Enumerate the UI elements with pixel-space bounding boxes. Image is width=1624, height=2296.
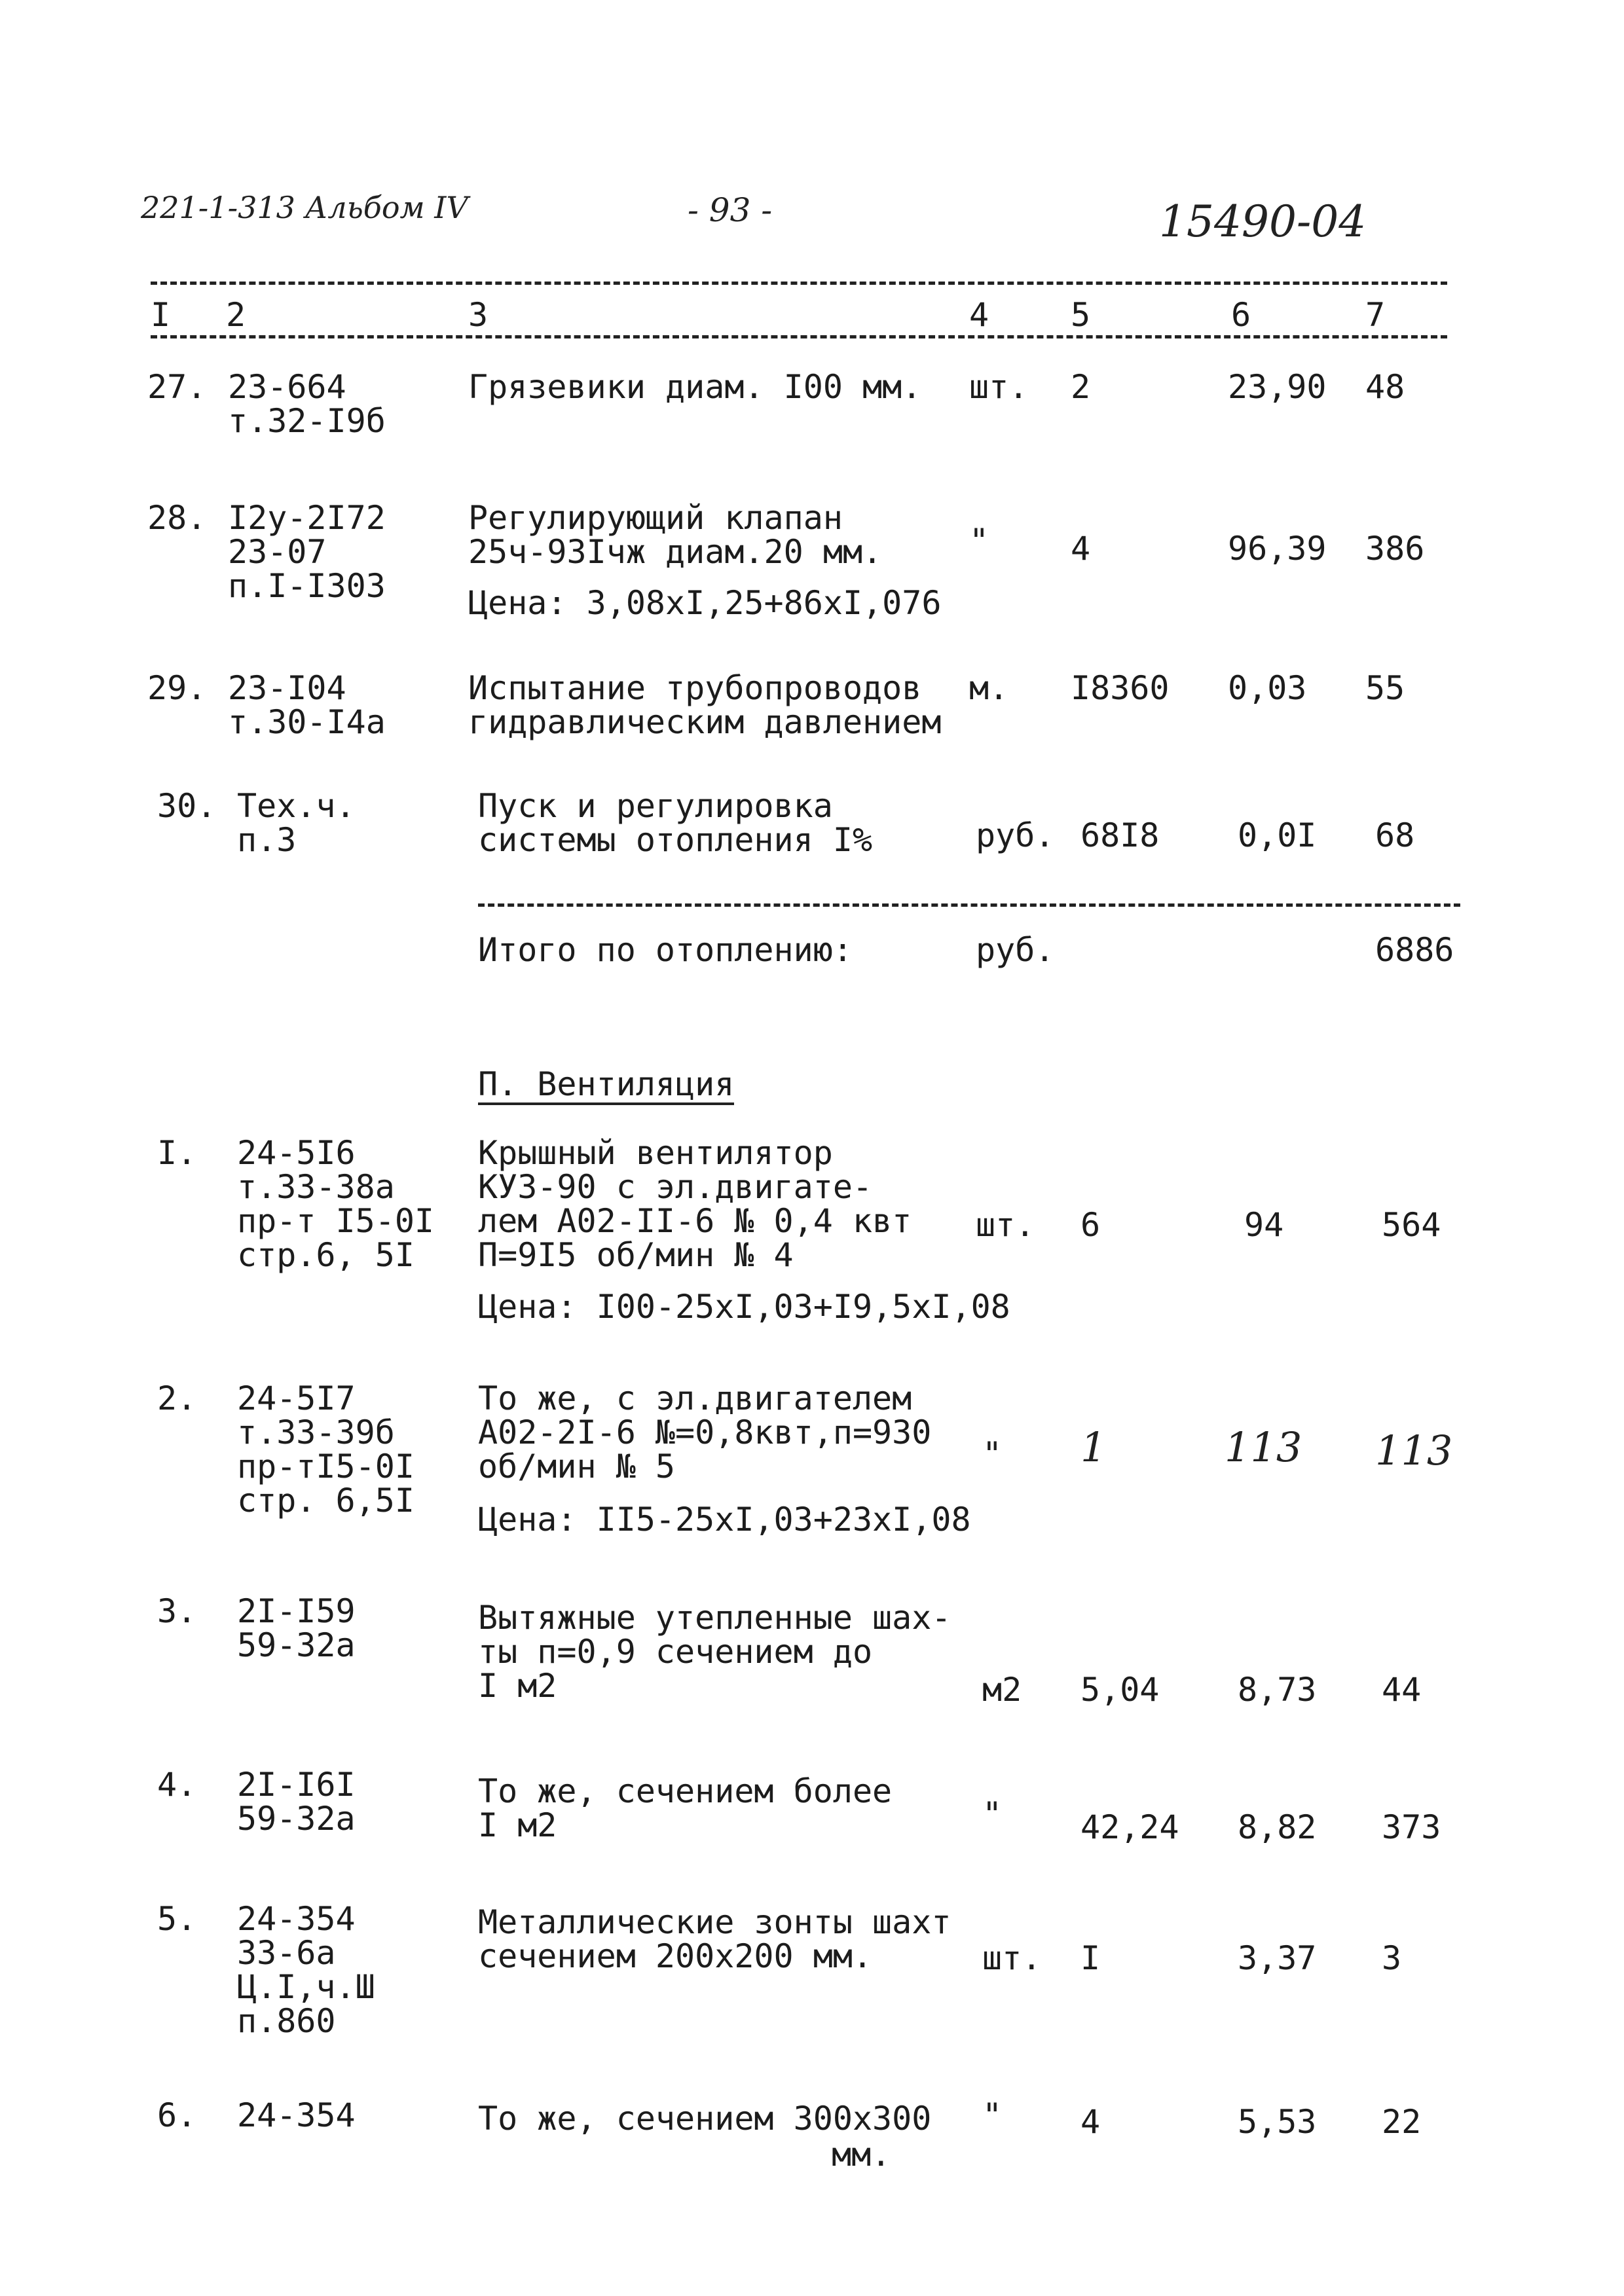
column-header-5: 5 bbox=[1071, 296, 1091, 334]
column-header-6: 6 bbox=[1231, 296, 1251, 334]
row-number: 2. bbox=[157, 1379, 197, 1417]
row-unit-price: 96,39 bbox=[1228, 530, 1327, 568]
album-reference: 221-1-313 Альбом IV bbox=[141, 190, 468, 225]
row-quantity: 1 bbox=[1080, 1423, 1107, 1471]
row-total: 22 bbox=[1382, 2103, 1422, 2141]
row-price-note: Цена: II5-25хI,03+23хI,08 bbox=[478, 1501, 971, 1539]
total-label: Итого по отоплению: bbox=[478, 931, 853, 969]
row-unit-price: 0,0I bbox=[1238, 816, 1317, 854]
row-quantity: 4 bbox=[1071, 530, 1091, 568]
row-description: Металлические зонты шахт сечением 200х200 мм. bbox=[478, 1903, 951, 1975]
row-quantity: 6 bbox=[1080, 1206, 1101, 1244]
row-unit: " bbox=[982, 1795, 1003, 1833]
row-quantity: I bbox=[1080, 1939, 1101, 1977]
row-number: 4. bbox=[157, 1766, 197, 1804]
row-description: То же, сечением более I м2 bbox=[478, 1772, 893, 1844]
row-unit: м2 bbox=[982, 1671, 1022, 1709]
section-title: П. Вентиляция bbox=[478, 1067, 734, 1105]
row-quantity: 4 bbox=[1080, 2103, 1101, 2141]
row-unit: шт. bbox=[969, 368, 1029, 406]
column-header-7: 7 bbox=[1365, 296, 1386, 334]
row-description: Вытяжные утепленные шах- ты п=0,9 сечением до I м2 bbox=[478, 1599, 951, 1705]
row-code: 2I-I59 59-32а bbox=[237, 1592, 356, 1664]
row-unit-price: 8,73 bbox=[1238, 1671, 1317, 1709]
row-total: 48 bbox=[1365, 368, 1405, 406]
row-number: 3. bbox=[157, 1592, 197, 1630]
row-total: 68 bbox=[1375, 816, 1415, 854]
row-number: 5. bbox=[157, 1900, 197, 1938]
row-quantity: 68I8 bbox=[1080, 816, 1160, 854]
row-description: Грязевики диам. I00 мм. bbox=[468, 368, 922, 406]
row-description: Крышный вентилятор КУЗ-90 с эл.двигате- лем А02-II-6 № 0,4 квт П=9I5 об/мин № 4 bbox=[478, 1134, 912, 1274]
row-quantity: 2 bbox=[1071, 368, 1091, 406]
row-price-note: Цена: 3,08хI,25+86хI,076 bbox=[468, 584, 942, 622]
row-description: Регулирующий клапан 25ч-93Iчж диам.20 мм. bbox=[468, 499, 883, 571]
column-header-2: 2 bbox=[226, 296, 246, 334]
total-value: 6886 bbox=[1375, 931, 1454, 969]
row-total: 564 bbox=[1382, 1206, 1441, 1244]
row-unit: шт. bbox=[976, 1206, 1035, 1244]
column-header-4: 4 bbox=[969, 296, 989, 334]
row-code: 24-5I7 т.33-39б пр-тI5-0I стр. 6,5I bbox=[237, 1379, 415, 1520]
header-bottom-rule bbox=[151, 335, 1447, 338]
document-code: 15490-04 bbox=[1159, 196, 1367, 247]
page-number: - 93 - bbox=[688, 191, 773, 229]
row-unit-price: 23,90 bbox=[1228, 368, 1327, 406]
row-code: I2у-2I72 23-07 п.I-I303 bbox=[228, 499, 386, 605]
row-description: То же, сечением 300х300 bbox=[478, 2100, 932, 2138]
row-quantity: 42,24 bbox=[1080, 1808, 1179, 1846]
row-unit: м. bbox=[969, 669, 1009, 707]
row-number: 27. bbox=[147, 368, 207, 406]
row-unit-price: 5,53 bbox=[1238, 2103, 1317, 2141]
row-price-note: Цена: I00-25хI,03+I9,5хI,08 bbox=[478, 1288, 1010, 1326]
row-description-cont: мм. bbox=[832, 2136, 891, 2174]
row-total: 373 bbox=[1382, 1808, 1441, 1846]
row-number: 28. bbox=[147, 499, 207, 537]
row-total: 113 bbox=[1375, 1427, 1453, 1474]
row-unit: " bbox=[982, 1435, 1003, 1473]
row-unit: шт. bbox=[982, 1939, 1042, 1977]
row-unit: " bbox=[969, 522, 989, 560]
row-unit-price: 0,03 bbox=[1228, 669, 1307, 707]
total-rule bbox=[478, 903, 1460, 907]
row-unit-price: 3,37 bbox=[1238, 1939, 1317, 1977]
row-unit-price: 8,82 bbox=[1238, 1808, 1317, 1846]
row-code: 24-354 33-6а Ц.I,ч.Ш п.860 bbox=[237, 1900, 375, 2040]
row-unit: " bbox=[982, 2096, 1003, 2134]
row-description: Испытание трубопроводов гидравлическим давлением bbox=[468, 669, 942, 741]
row-description: Пуск и регулировка системы отопления I% bbox=[478, 787, 873, 859]
column-header-1: I bbox=[151, 296, 171, 334]
row-unit: руб. bbox=[976, 816, 1055, 854]
row-description: То же, с эл.двигателем А02-2I-6 №=0,8квт,п=930 об/мин № 5 bbox=[478, 1379, 932, 1485]
row-total: 386 bbox=[1365, 530, 1425, 568]
row-number: 6. bbox=[157, 2096, 197, 2134]
row-total: 3 bbox=[1382, 1939, 1402, 1977]
row-code: 23-664 т.32-I9б bbox=[228, 368, 386, 440]
header-top-rule bbox=[151, 282, 1447, 285]
row-total: 55 bbox=[1365, 669, 1405, 707]
column-header-3: 3 bbox=[468, 296, 489, 334]
row-total: 44 bbox=[1382, 1671, 1422, 1709]
row-number: 30. bbox=[157, 787, 217, 825]
row-code: 23-I04 т.30-I4а bbox=[228, 669, 386, 741]
row-number: I. bbox=[157, 1134, 197, 1172]
row-code: 2I-I6I 59-32а bbox=[237, 1766, 356, 1838]
row-unit-price: 94 bbox=[1244, 1206, 1284, 1244]
row-code: 24-5I6 т.33-38а пр-т I5-0I стр.6, 5I bbox=[237, 1134, 435, 1274]
row-code: 24-354 bbox=[237, 2096, 356, 2134]
row-unit-price: 113 bbox=[1225, 1423, 1302, 1471]
row-quantity: I8360 bbox=[1071, 669, 1170, 707]
row-quantity: 5,04 bbox=[1080, 1671, 1160, 1709]
total-unit: руб. bbox=[976, 931, 1055, 969]
row-code: Тех.ч. п.3 bbox=[237, 787, 356, 859]
row-number: 29. bbox=[147, 669, 207, 707]
